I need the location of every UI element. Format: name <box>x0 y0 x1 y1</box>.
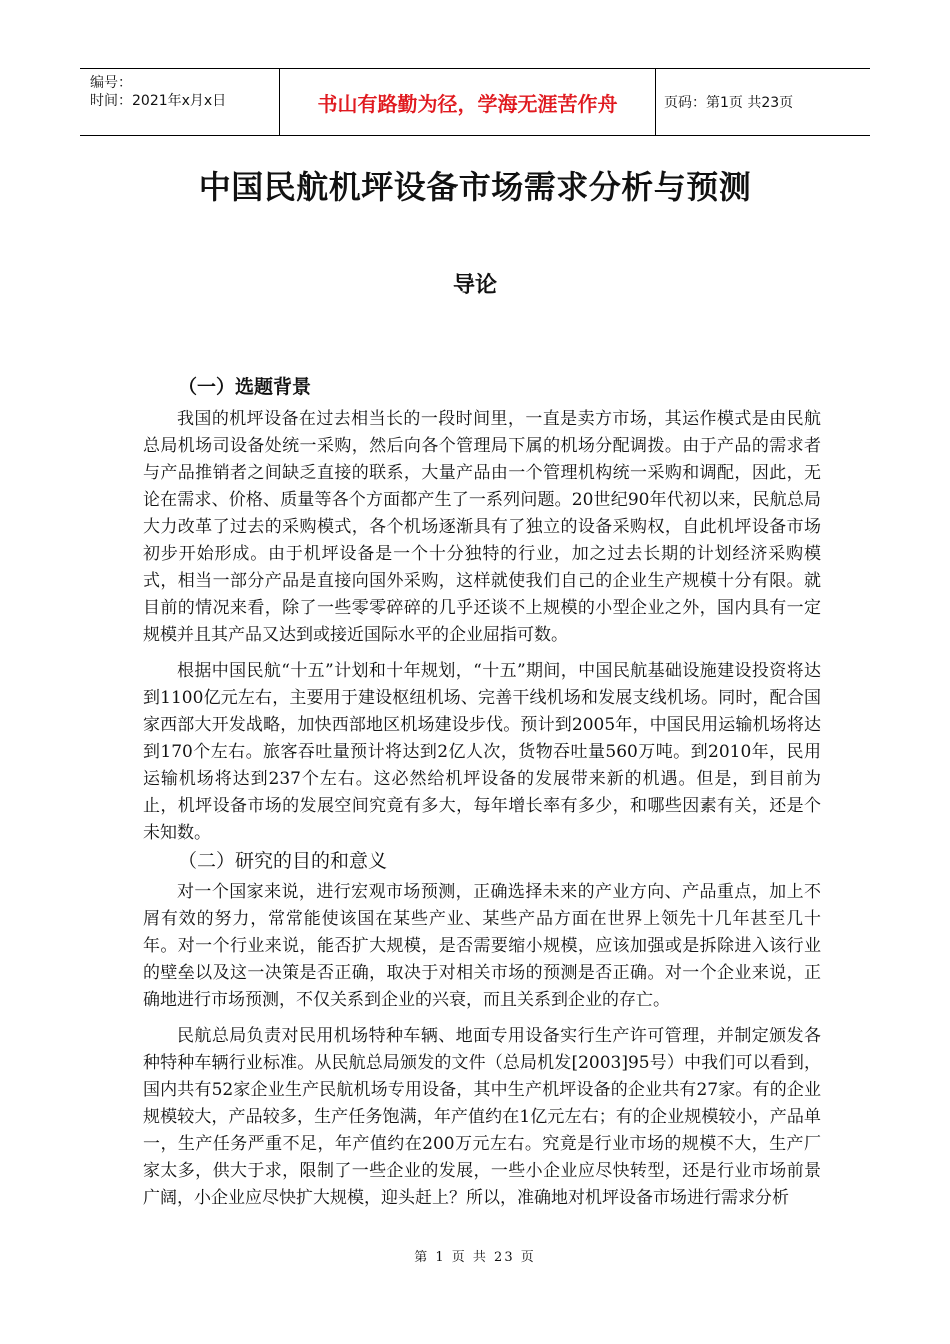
document-title: 中国民航机坪设备市场需求分析与预测 <box>198 168 752 206</box>
header-meta <box>80 69 280 135</box>
doc-number-label: 编号： <box>90 75 132 91</box>
document-subtitle: 导论 <box>452 273 497 298</box>
paragraph: 我国的机坪设备在过去相当长的一段时间里，一直是卖方市场，其运作模式是由民航总局机场司设备处统一采购，然后向各个管理局下属的机场分配调拨。由于产品的需求者与产品推销者之间缺乏直接的联系，大量产品由一个管理机构统一采购和调配，因此，无论在需求、价格、质量等各个方面都产生了一系列问题。20世纪90年代初以来，民航总局大力改革了过去的采购模式，各个机场逐渐具有了独立的设备采购权，自此机坪设备市场初步开始形成。由于机坪设备是一个十分独特的行业，加之过去长期的计划经济采购模式，相当一部分产品是直接向国外采购，这样就使我们自己的企业生产规模十分有限。就目前的情况来看，除了一些零零碎碎的几乎还谈不上规模的小型企业之外，国内具有一定规模并且其产品又达到或接近国际水平的企业屈指可数。 <box>143 409 821 645</box>
header-motto: 书山有路勤为径，学海无涯苦作舟 <box>280 69 656 135</box>
section-heading-background: （一）选题背景 <box>178 376 312 398</box>
paragraph: 民航总局负责对民用机场特种车辆、地面专用设备实行生产许可管理，并制定颁发各种特种车辆行业标准。从民航总局颁发的文件（总局机发[2003]95号）中我们可以看到，国内共有52家企业生产民航机场专用设备，其中生产机坪设备的企业共有27家。有的企业规模较大，产品较多，生产任务饱满，年产值约在1亿元左右；有的企业规模较小，产品单一，生产任务严重不足，年产值约在200万元左右。究竟是行业市场的规模不大，生产厂家太多，供大于求，限制了一些企业的发展，一些小企业应尽快转型，还是行业市场前景广阔，小企业应尽快扩大规模，迎头赶上？所以，准确地对机坪设备市场进行需求分析 <box>143 1026 821 1208</box>
header-page-info: 页码：第1页 共23页 <box>664 95 794 111</box>
paragraph: 对一个国家来说，进行宏观市场预测，正确选择未来的产业方向、产品重点，加上不屑有效的努力，常常能使该国在某些产业、某些产品方面在世界上领先十几年甚至几十年。对一个行业来说，能否扩大规模，是否需要缩小规模，应该加强或是拆除进入该行业的壁垒以及这一决策是否正确，取决于对相关市场的预测是否正确。对一个企业来说，正确地进行市场预测，不仅关系到企业的兴衰，而且关系到企业的存亡。 <box>143 882 821 1010</box>
page-footer: 第 1 页 共 23 页 <box>414 1250 536 1265</box>
paragraph: 根据中国民航“十五”计划和十年规划，“十五”期间，中国民航基础设施建设投资将达到1100亿元左右，主要用于建设枢纽机场、完善干线机场和发展支线机场。同时，配合国家西部大开发战略，加快西部地区机场建设步伐。预计到2005年，中国民用运输机场将达到170个左右。旅客吞吐量预计将达到2亿人次，货物吞吐量560万吨。到2010年，民用运输机场将达到237个左右。这必然给机坪设备的发展带来新的机遇。但是，到目前为止，机坪设备市场的发展空间究竟有多大，每年增长率有多少，和哪些因素有关，还是个未知数。 <box>143 661 821 843</box>
header-table <box>80 68 870 136</box>
date-line: 时间：2021年x月x日 <box>90 93 227 109</box>
section-heading-purpose: （二）研究的目的和意义 <box>178 850 388 872</box>
